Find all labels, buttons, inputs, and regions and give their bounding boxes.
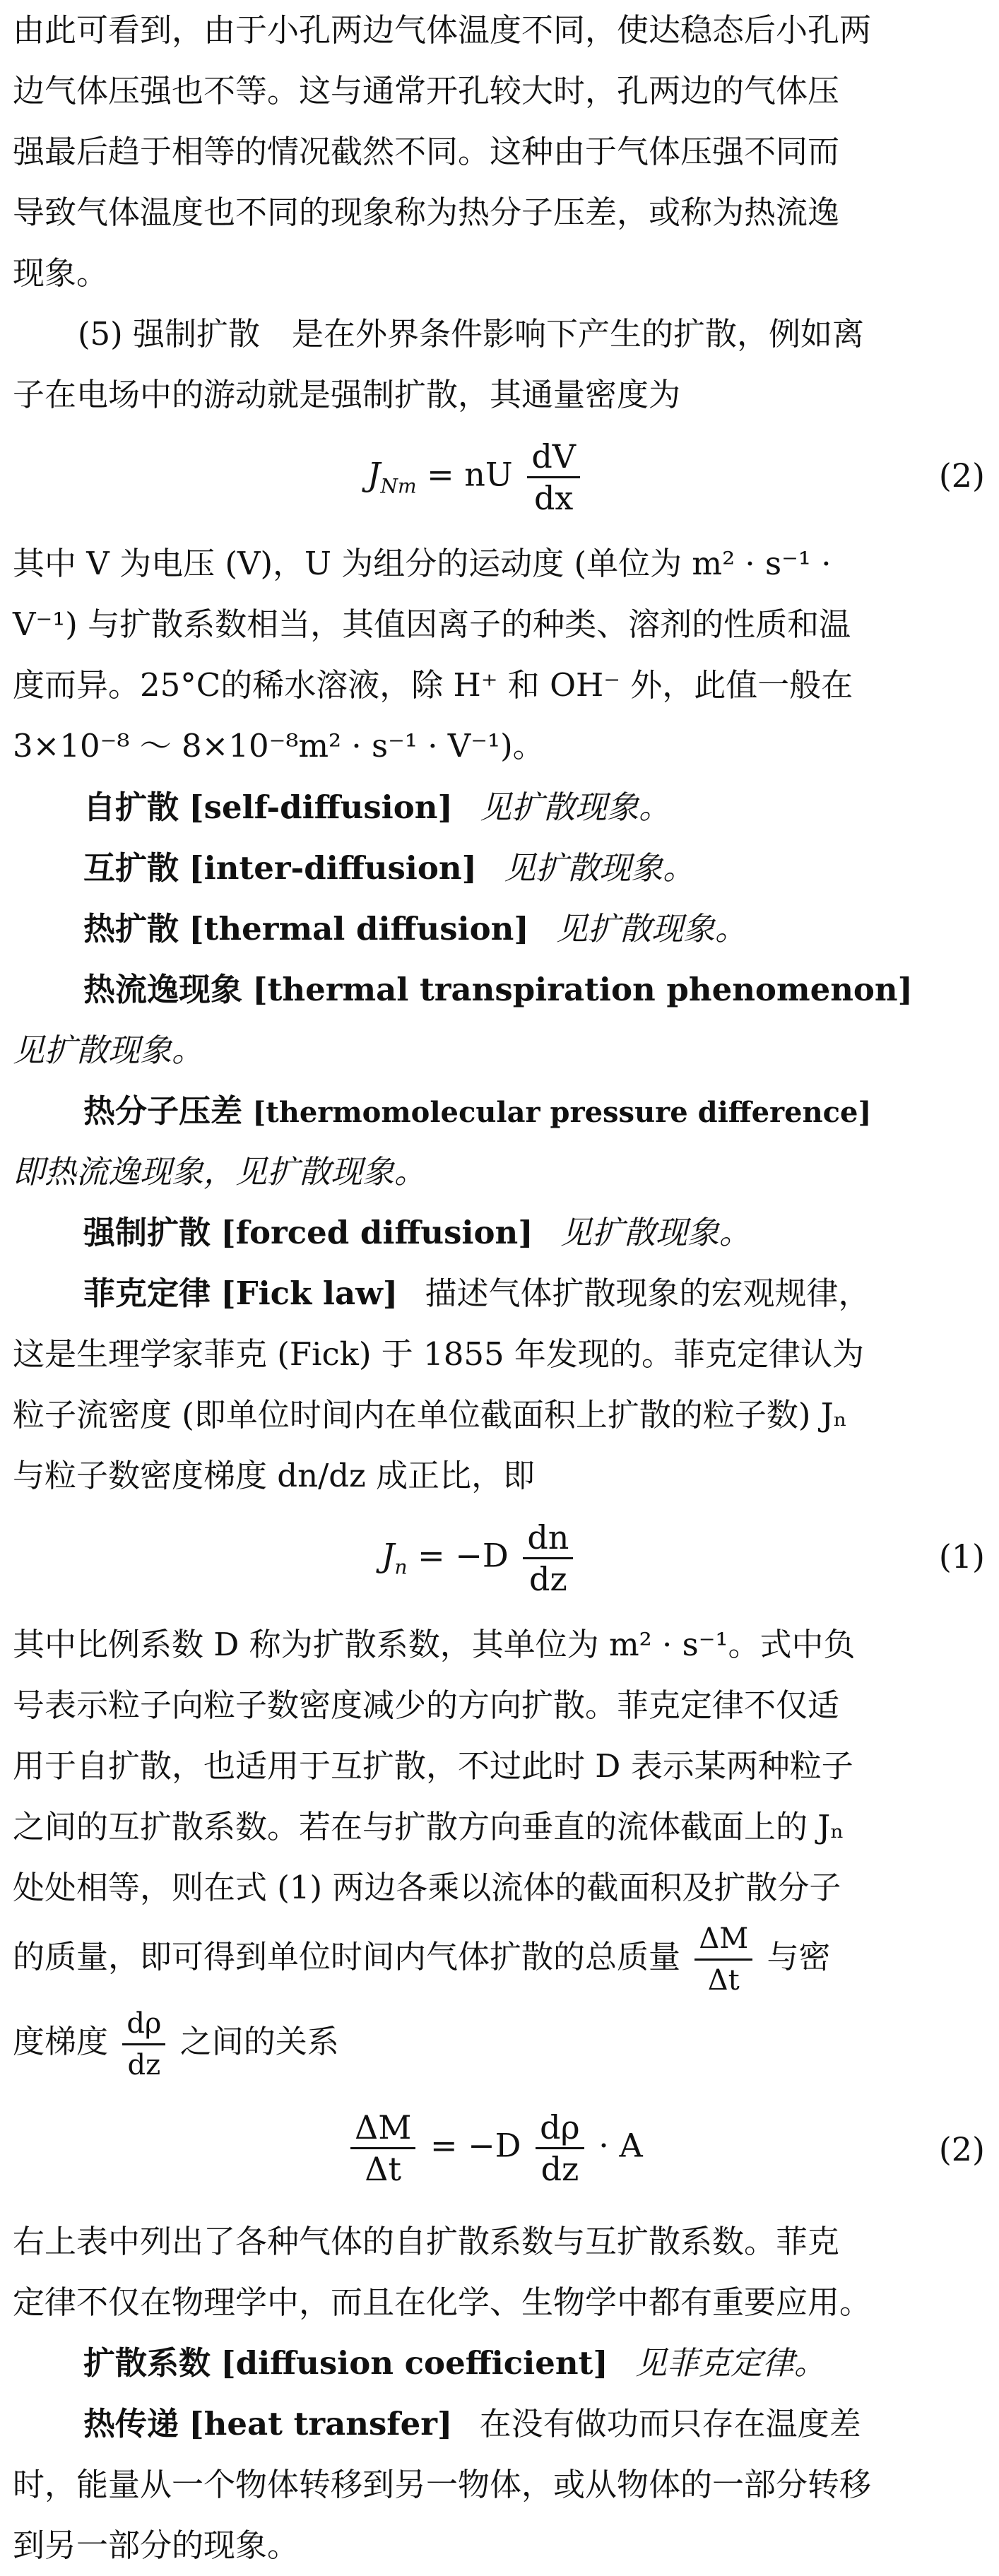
text-line: 强最后趋于相等的情况截然不同。这种由于气体压强不同而	[13, 133, 840, 170]
text-line: 右上表中列出了各种气体的自扩散系数与互扩散系数。菲克	[13, 2223, 840, 2260]
inline-fraction	[694, 1920, 752, 1999]
entry-term: 热扩散	[83, 910, 179, 947]
entry-self-diffusion	[83, 777, 999, 838]
entry-ref: 见菲克定律。	[634, 2344, 826, 2382]
entry-en: [thermomolecular pressure difference]	[252, 1096, 872, 1129]
entry-term: 自扩散	[83, 788, 179, 826]
entry-ref: 见扩散现象。	[504, 849, 695, 887]
text-line: 其中比例系数 D 称为扩散系数，其单位为 m² · s⁻¹。式中负	[13, 1626, 856, 1663]
eq-rhs-post: · A	[598, 2126, 643, 2165]
eq-lhs-sub: n	[394, 1555, 408, 1579]
eq-frac-num: dn	[523, 1519, 573, 1559]
entry-en: [thermal diffusion]	[189, 910, 529, 947]
eq-frac-den: dx	[533, 479, 574, 517]
text-line: (5) 强制扩散 是在外界条件影响下产生的扩散，例如离	[78, 315, 865, 353]
eq-frac-num: dV	[527, 438, 580, 478]
text-line: 由此可看到，由于小孔两边气体温度不同，使达稳态后小孔两	[13, 11, 872, 49]
entry-ref-line	[13, 1020, 986, 1081]
entry-heat-transfer	[83, 2394, 999, 2454]
entry-term: 扩散系数	[83, 2344, 211, 2382]
text-segment: 度梯度	[13, 2023, 109, 2060]
text-line-with-fraction	[13, 2003, 986, 2084]
entry-ref: 见扩散现象。	[555, 910, 747, 947]
eq-lhs-sub: Nm	[380, 474, 417, 498]
entry-en: [heat transfer]	[189, 2405, 453, 2442]
entry-en: [diffusion coefficient]	[220, 2344, 608, 2382]
equation-number: (1)	[938, 1537, 985, 1576]
entry-term: 强制扩散	[83, 1214, 211, 1251]
text-line: 度而异。25°C的稀水溶液，除 H⁺ 和 OH⁻ 外，此值一般在	[13, 666, 853, 704]
equation-fick-1	[0, 1512, 999, 1604]
entry-term: 热传递	[83, 2405, 179, 2442]
equation-number: (2)	[938, 2130, 985, 2168]
entry-thermal-diffusion	[83, 899, 999, 959]
text-line: 粒子流密度 (即单位时间内在单位截面积上扩散的粒子数) Jₙ	[13, 1396, 848, 1434]
entry-ref: 见扩散现象。	[13, 1032, 204, 1069]
eq-rhs-pre: = −D	[418, 1536, 509, 1575]
entry-fick-law	[83, 1263, 999, 1324]
entry-term: 热分子压差	[83, 1092, 243, 1130]
eq-rhs-pre: = −D	[430, 2126, 521, 2165]
eq-frac-den: Δt	[365, 2150, 402, 2188]
text-line: 导致气体温度也不同的现象称为热分子压差，或称为热流逸	[13, 194, 840, 231]
eq-frac-num: dρ	[536, 2109, 584, 2149]
entry-en: [forced diffusion]	[220, 1214, 533, 1251]
equation-forced-diffusion	[0, 431, 999, 523]
text-line-with-fraction	[13, 1918, 986, 1999]
entry-diffusion-coefficient	[83, 2333, 999, 2394]
text-segment: 与密	[767, 1938, 831, 1975]
text-line: 时，能量从一个物体转移到另一物体，或从物体的一部分转移	[13, 2466, 872, 2503]
text-line: 现象。	[13, 254, 109, 292]
eq-frac-num: ΔM	[350, 2109, 415, 2149]
entry-thermal-transpiration	[83, 959, 999, 1020]
text-line: 定律不仅在物理学中，而且在化学、生物学中都有重要应用。	[13, 2283, 872, 2321]
eq-frac-den: dz	[529, 1560, 567, 1598]
entry-text: 描述气体扩散现象的宏观规律，	[425, 1275, 870, 1312]
text-line: 3×10⁻⁸ ～ 8×10⁻⁸m² · s⁻¹ · V⁻¹)。	[13, 727, 545, 764]
text-line: 这是生理学家菲克 (Fick) 于 1855 年发现的。菲克定律认为	[13, 1335, 864, 1373]
text-line: 之间的互扩散系数。若在与扩散方向垂直的流体截面上的 Jₙ	[13, 1808, 844, 1845]
entry-forced-diffusion	[83, 1203, 999, 1263]
entry-en: [self-diffusion]	[189, 788, 453, 826]
entry-en: [inter-diffusion]	[189, 849, 477, 887]
eq-fraction	[523, 1519, 573, 1597]
entry-text: 在没有做功而只存在温度差	[479, 2405, 861, 2442]
inline-fraction	[122, 2005, 165, 2084]
text-line: 边气体压强也不等。这与通常开孔较大时，孔两边的气体压	[13, 72, 840, 110]
frac-num: dρ	[122, 2005, 165, 2045]
text-line: 与粒子数密度梯度 dn/dz 成正比，即	[13, 1457, 536, 1494]
text-segment: 之间的关系	[179, 2023, 339, 2060]
eq-rhs-pre: = nU	[427, 455, 513, 494]
eq-fraction	[527, 438, 580, 516]
frac-den: Δt	[707, 1964, 740, 1997]
text-line: 号表示粒子向粒子数密度减少的方向扩散。菲克定律不仅适	[13, 1686, 840, 1724]
entry-ref: 见扩散现象。	[480, 788, 671, 826]
text-line: V⁻¹) 与扩散系数相当，其值因离子的种类、溶剂的性质和温	[13, 605, 851, 643]
entry-inter-diffusion	[83, 838, 999, 899]
entry-ref: 见扩散现象。	[560, 1214, 751, 1251]
entry-term: 互扩散	[83, 849, 179, 887]
equation-number: (2)	[938, 456, 985, 495]
eq-fraction	[536, 2109, 584, 2187]
equation-fick-2	[0, 2102, 999, 2201]
entry-term: 热流逸现象	[83, 971, 243, 1008]
entry-term: 菲克定律	[83, 1275, 211, 1312]
eq-frac-den: dz	[540, 2150, 579, 2188]
entry-ref: 即热流逸现象，见扩散现象。	[13, 1153, 427, 1190]
entry-ref-line	[13, 1142, 986, 1203]
text-line: 到另一部分的现象。	[13, 2527, 300, 2564]
entry-en: [Fick law]	[220, 1275, 398, 1312]
eq-lhs: J	[367, 455, 381, 494]
frac-den: dz	[127, 2049, 161, 2081]
text-line: 子在电场中的游动就是强制扩散，其通量密度为	[13, 376, 681, 413]
text-segment: 的质量，即可得到单位时间内气体扩散的总质量	[13, 1938, 681, 1975]
entry-thermomolecular	[83, 1081, 999, 1143]
entry-en: [thermal transpiration phenomenon]	[252, 971, 913, 1008]
eq-lhs: J	[382, 1536, 395, 1575]
text-line: 处处相等，则在式 (1) 两边各乘以流体的截面积及扩散分子	[13, 1869, 841, 1906]
frac-num: ΔM	[694, 1920, 752, 1961]
eq-lhs-fraction	[350, 2109, 415, 2187]
text-line: 其中 V 为电压 (V)，U 为组分的运动度 (单位为 m² · s⁻¹ ·	[13, 545, 832, 582]
text-line: 用于自扩散，也适用于互扩散，不过此时 D 表示某两种粒子	[13, 1747, 853, 1785]
